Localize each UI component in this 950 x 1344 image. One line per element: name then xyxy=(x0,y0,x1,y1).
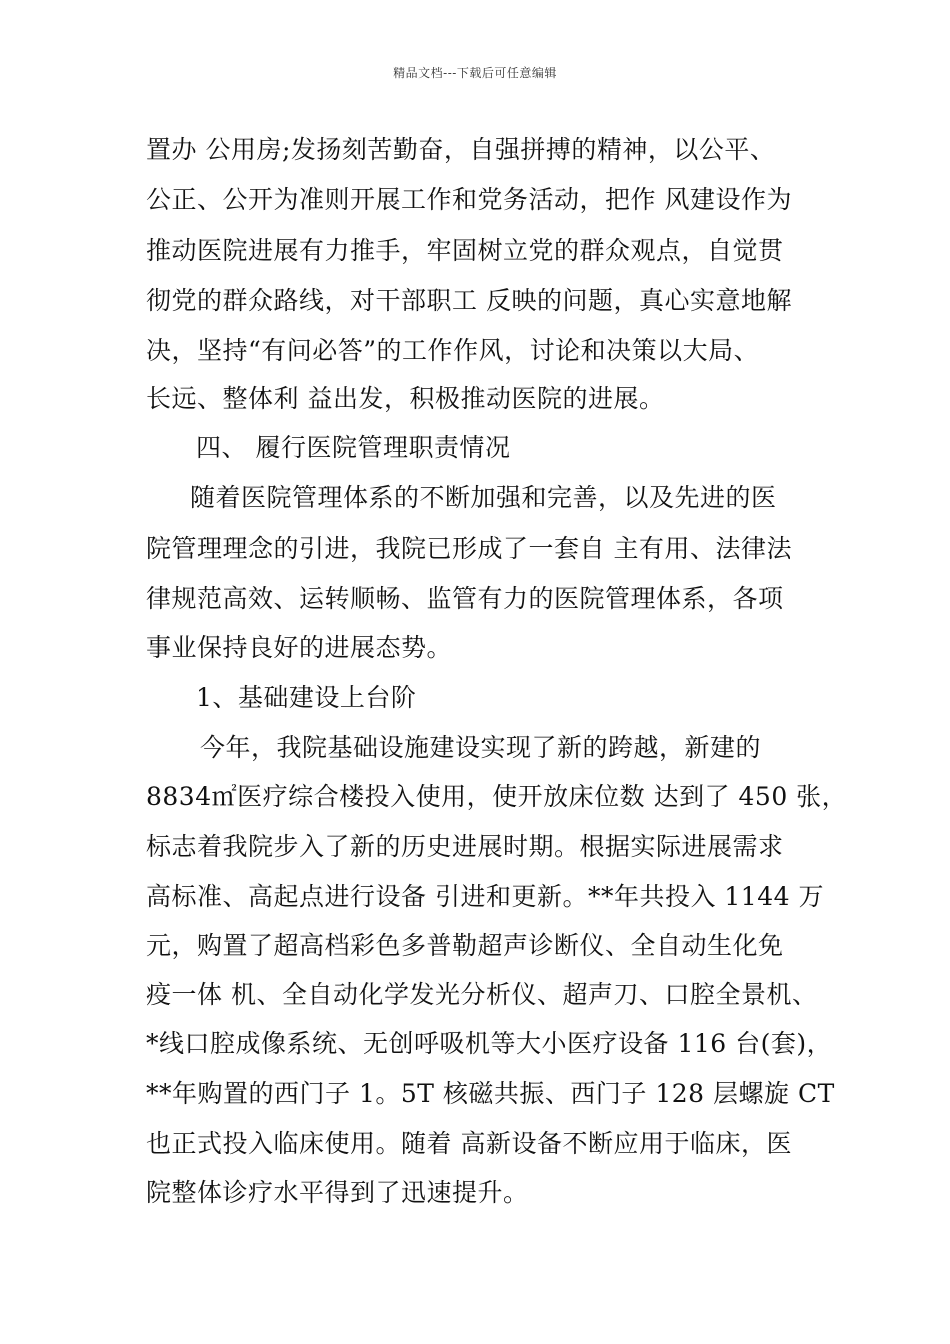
text-line: 院管理理念的引进，我院已形成了一套自 主有用、法律法 xyxy=(146,534,792,563)
subsection-heading: 1、基础建设上台阶 xyxy=(196,683,417,712)
text-line: 标志着我院步入了新的历史进展时期。根据实际进展需求 xyxy=(146,832,784,861)
text-line: 律规范高效、运转顺畅、监管有力的医院管理体系，各项 xyxy=(146,584,784,613)
text-line: 长远、整体利 益出发，积极推动医院的进展。 xyxy=(146,384,665,413)
text-line: 决，坚持“有问必答”的工作作风，讨论和决策以大局、 xyxy=(146,336,760,365)
text-line: *线口腔成像系统、无创呼吸机等大小医疗设备 116 台(套)， xyxy=(146,1029,833,1058)
text-line: 公正、公开为准则开展工作和党务活动，把作 风建设作为 xyxy=(146,185,792,214)
page-header: 精品文档---下载后可任意编辑 xyxy=(393,66,557,80)
text-line: 院整体诊疗水平得到了迅速提升。 xyxy=(146,1178,529,1207)
text-line: 事业保持良好的进展态势。 xyxy=(146,633,453,662)
text-line: 也正式投入临床使用。随着 高新设备不断应用于临床，医 xyxy=(146,1129,792,1158)
section-heading: 四、 履行医院管理职责情况 xyxy=(196,433,511,462)
text-line: 随着医院管理体系的不断加强和完善，以及先进的医 xyxy=(190,483,777,512)
text-line: 推动医院进展有力推手，牢固树立党的群众观点，自觉贯 xyxy=(146,236,784,265)
text-line: 8834㎡医疗综合楼投入使用，使开放床位数 达到了 450 张， xyxy=(146,782,848,811)
text-line: 彻党的群众路线，对干部职工 反映的问题，真心实意地解 xyxy=(146,286,792,315)
text-line: 高标准、高起点进行设备 引进和更新。**年共投入 1144 万 xyxy=(146,882,824,911)
text-line: 疫一体 机、全自动化学发光分析仪、超声刀、口腔全景机、 xyxy=(146,980,818,1009)
text-line: 今年，我院基础设施建设实现了新的跨越，新建的 xyxy=(200,733,762,762)
text-line: **年购置的西门子 1。5T 核磁共振、西门子 128 层螺旋 CT xyxy=(146,1079,835,1108)
text-line: 元，购置了超高档彩色多普勒超声诊断仪、全自动生化免 xyxy=(146,931,784,960)
text-line: 置办 公用房;发扬刻苦勤奋，自强拼搏的精神，以公平、 xyxy=(146,135,776,164)
